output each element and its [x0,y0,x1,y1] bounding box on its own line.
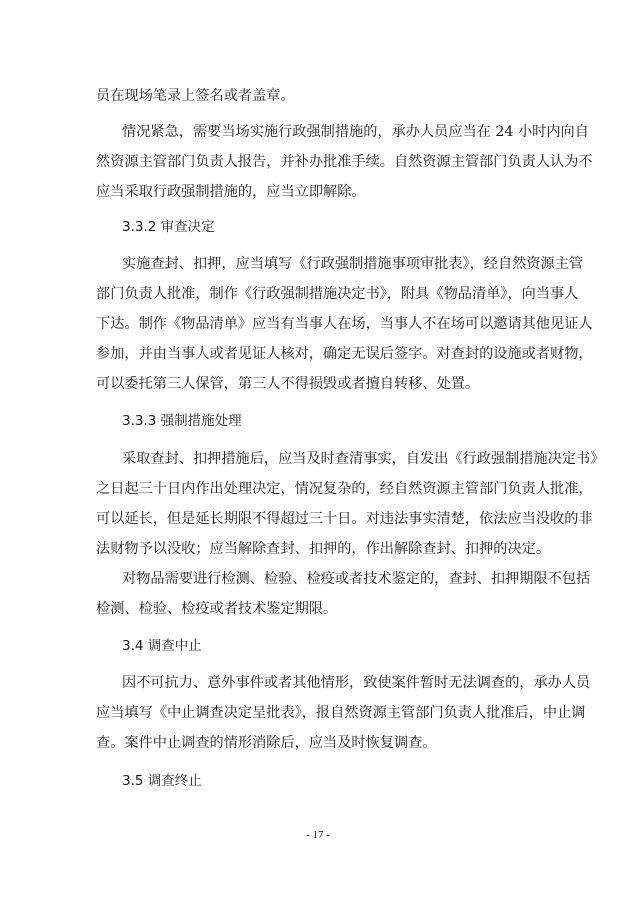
paragraph-line: 因不可抗力、意外事件或者其他情形，致使案件暂时无法调查的，承办人员 [122,675,591,691]
paragraph-line: 可以延长，但是延长期限不得超过三十日。对违法事实清楚，依法应当没收的非 [96,511,593,527]
paragraph-line: 之日起三十日内作出处理决定，情况复杂的，经自然资源主管部门负责人批准， [96,481,593,497]
paragraph-line: 对物品需要进行检测、检验、检疫或者技术鉴定的，查封、扣押期限不包括 [122,571,591,587]
section-heading-3-4: 3.4 调查中止 [122,638,202,654]
paragraph-line: 应当填写《中止调查决定呈批表》，报自然资源主管部门负责人批准后，中止调 [96,705,586,721]
page-number: - 17 - [306,829,330,841]
paragraph-line: 采取查封、扣押措施后，应当及时查清事实，自发出《行政强制措施决定书》 [122,451,605,467]
paragraph-line: 员在现场笔录上签名或者盖章。 [96,88,295,104]
paragraph-line: 然资源主管部门负责人报告，并补办批准手续。自然资源主管部门负责人认为不 [96,154,593,170]
section-heading-3-3-2: 3.3.2 审查决定 [122,219,215,235]
section-heading-3-3-3: 3.3.3 强制措施处理 [122,413,242,429]
paragraph-line: 参加，并由当事人或者见证人核对，确定无误后签字。对查封的设施或者财物， [96,346,593,362]
paragraph-line: 法财物予以没收；应当解除查封、扣押的，作出解除查封、扣押的决定。 [96,541,551,557]
paragraph-line: 应当采取行政强制措施的，应当立即解除。 [96,184,366,200]
paragraph-line: 下达。制作《物品清单》应当有当事人在场，当事人不在场可以邀请其他见证人 [96,316,593,332]
paragraph-line: 查。案件中止调查的情形消除后，应当及时恢复调查。 [96,735,437,751]
paragraph-line: 情况紧急，需要当场实施行政强制措施的，承办人员应当在 24 小时内向自 [122,124,589,140]
section-heading-3-5: 3.5 调查终止 [122,773,202,789]
paragraph-line: 检测、检验、检疫或者技术鉴定期限。 [96,601,338,617]
paragraph-line: 部门负责人批准，制作《行政强制措施决定书》，附具《物品清单》，向当事人 [96,286,579,302]
paragraph-line: 可以委托第三人保管，第三人不得损毁或者擅自转移、处置。 [96,376,480,392]
paragraph-line: 实施查封、扣押，应当填写《行政强制措施事项审批表》，经自然资源主管 [122,256,584,272]
